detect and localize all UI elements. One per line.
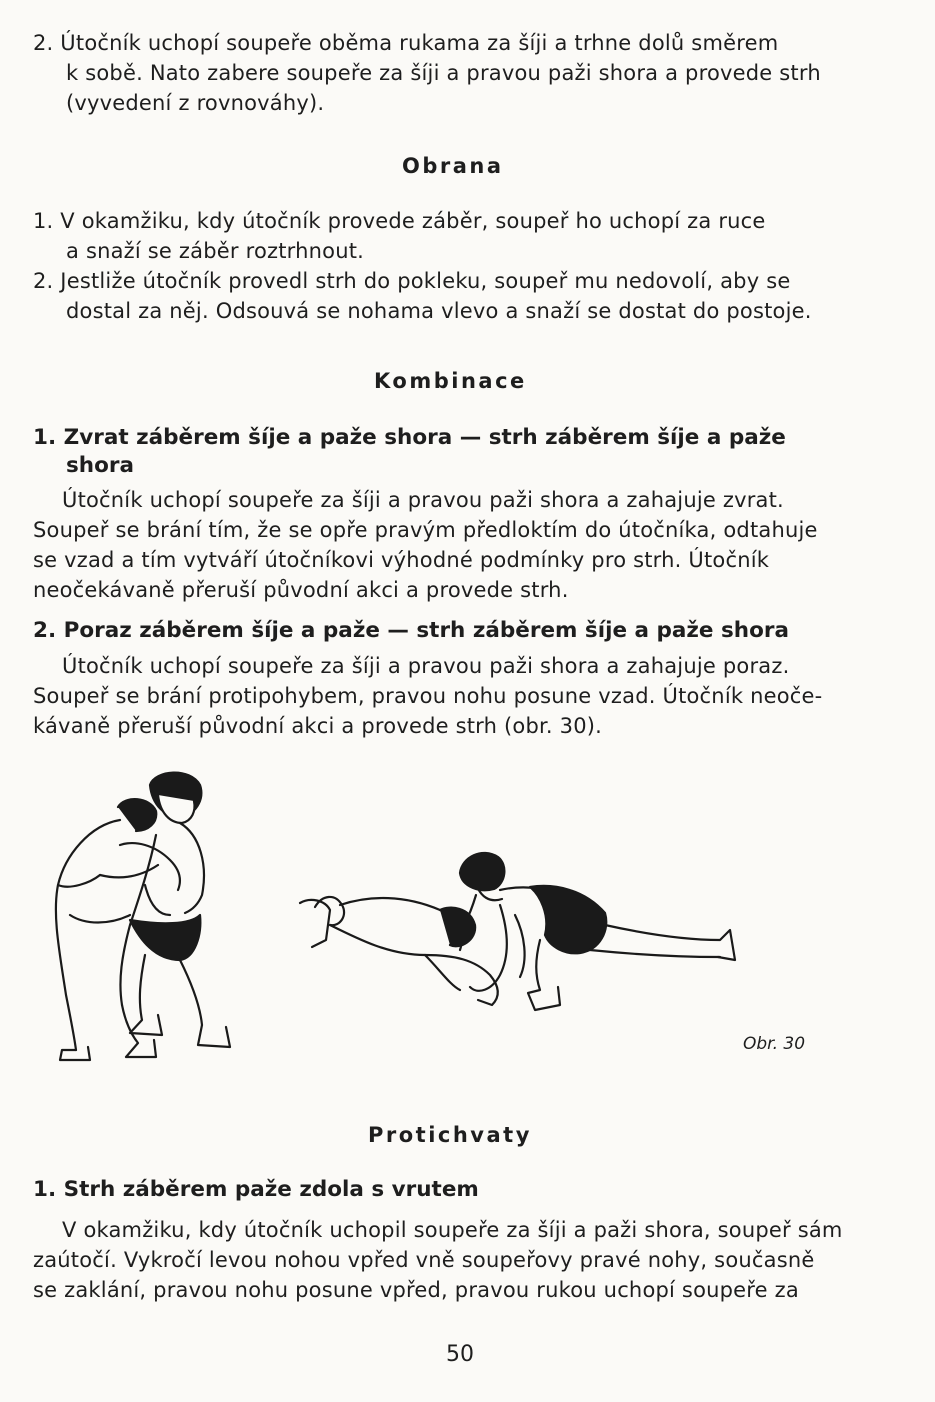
standing-wrestlers-figure <box>56 773 230 1060</box>
obrana-item2-line1: 2. Jestliže útočník provedl strh do pokleku, soupeř mu nedovolí, aby se <box>33 269 791 293</box>
kombinace-sub1-text-line1: Útočník uchopí soupeře za šíji a pravou paži shora a zahajuje zvrat. <box>62 488 784 512</box>
obrana-item2-line2: dostal za něj. Odsouvá se nohama vlevo a snaží se dostat do postoje. <box>66 299 812 323</box>
intro-item2-line1: 2. Útočník uchopí soupeře oběma rukama za šíji a trhne dolů směrem <box>33 31 779 55</box>
obrana-item1-line1: 1. V okamžiku, kdy útočník provede záběr, soupeř ho uchopí za ruce <box>33 209 766 233</box>
intro-item2-line2: k sobě. Nato zabere soupeře za šíji a pravou paži shora a provede strh <box>66 61 821 85</box>
intro-item2-line3: (vyvedení z rovnováhy). <box>66 91 325 115</box>
obrana-item1-line2: a snaží se záběr roztrhnout. <box>66 239 365 263</box>
kombinace-sub2-text-line1: Útočník uchopí soupeře za šíji a pravou paži shora a zahajuje poraz. <box>62 654 790 678</box>
wrestling-illustration <box>30 765 890 1065</box>
figure-caption: Obr. 30 <box>743 1034 806 1054</box>
kombinace-sub2-text-line2: Soupeř se brání protipohybem, pravou nohu posune vzad. Útočník neoče- <box>33 684 823 708</box>
protichvaty-text-line1: V okamžiku, kdy útočník uchopil soupeře za šíji a paži shora, soupeř sám <box>62 1218 843 1242</box>
heading-kombinace: Kombinace <box>374 369 527 393</box>
ground-wrestlers-figure <box>300 853 735 1010</box>
page-number: 50 <box>446 1342 474 1367</box>
kombinace-sub1-text-line4: neočekávaně přeruší původní akci a provede strh. <box>33 578 569 602</box>
kombinace-sub1-line2: shora <box>66 453 134 478</box>
protichvaty-text-line3: se zaklání, pravou nohu posune vpřed, pravou rukou uchopí soupeře za <box>33 1278 799 1302</box>
kombinace-sub1-line1: 1. Zvrat záběrem šíje a paže shora — strh záběrem šíje a paže <box>33 425 786 450</box>
kombinace-sub1-text-line2: Soupeř se brání tím, že se opře pravým předloktím do útočníka, odtahuje <box>33 518 818 542</box>
heading-obrana: Obrana <box>402 154 504 178</box>
protichvaty-text-line2: zaútočí. Vykročí levou nohou vpřed vně soupeřovy pravé nohy, současně <box>33 1248 815 1272</box>
protichvaty-sub1-title: 1. Strh záběrem paže zdola s vrutem <box>33 1177 479 1202</box>
kombinace-sub1-text-line3: se vzad a tím vytváří útočníkovi výhodné podmínky pro strh. Útočník <box>33 548 770 572</box>
kombinace-sub2-text-line3: kávaně přeruší původní akci a provede strh (obr. 30). <box>33 714 603 738</box>
kombinace-sub2-title: 2. Poraz záběrem šíje a paže — strh záběrem šíje a paže shora <box>33 618 789 643</box>
heading-protichvaty: Protichvaty <box>368 1123 532 1147</box>
